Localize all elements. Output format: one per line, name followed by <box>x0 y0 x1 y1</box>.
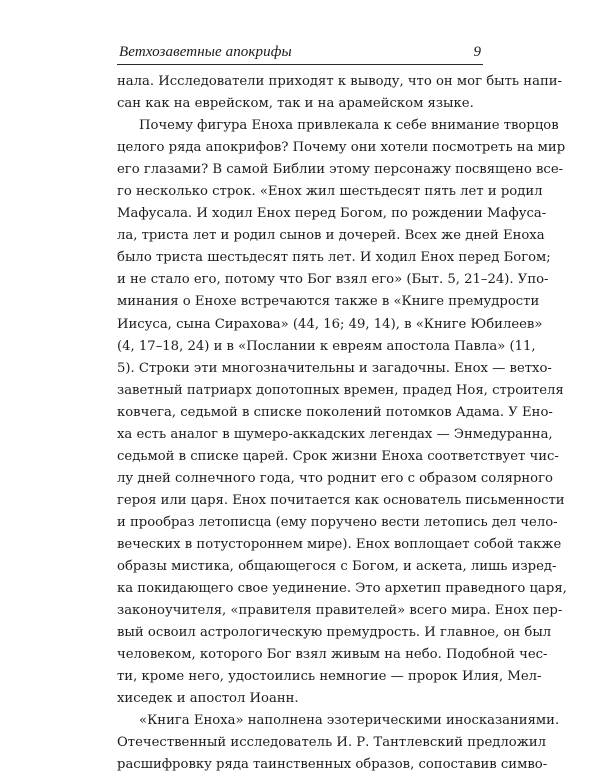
text-line: его глазами? В самой Библии этому персонажу посвящено все- <box>117 162 564 178</box>
text-line: (4, 17–18, 24) и в «Послании к евреям апостола Павла» (11, <box>117 338 536 354</box>
running-header <box>117 42 483 65</box>
text-line: ка покидающего свое уединение. Это архетип праведного царя, <box>117 581 567 597</box>
text-line: хиседек и апостол Иоанн. <box>117 691 299 707</box>
body-text <box>117 71 567 777</box>
text-line: ха есть аналог в шумеро-аккадских легендах — Энмедуранна, <box>117 426 553 442</box>
text-line: заветный патриарх допотопных времен, прадед Ноя, строителя <box>117 382 564 398</box>
paragraph-first-line: Почему фигура Еноха привлекала к себе внимание творцов <box>139 118 559 134</box>
text-line: было триста шестьдесят пять лет. И ходил Енох перед Богом; <box>117 250 551 266</box>
text-line: веческих в потустороннем мире). Енох воплощает собой также <box>117 536 562 552</box>
text-line: нала. Исследователи приходят к выводу, что он мог быть напи- <box>117 74 562 89</box>
text-line: и прообраз летописца (ему поручено вести летопись дел чело- <box>117 514 558 530</box>
text-line: расшифровку ряда таинственных образов, сопоставив симво- <box>117 757 548 773</box>
text-line: лу дней солнечного года, что роднит его с образом солярного <box>117 470 553 486</box>
text-line: вый освоил астрологическую премудрость. И главное, он был <box>117 625 552 641</box>
text-line: минания о Енохе встречаются также в «Книге премудрости <box>117 294 540 310</box>
text-line: образы мистика, общающегося с Богом, и аскета, лишь изред- <box>117 559 557 575</box>
text-line: и не стало его, потому что Бог взял его» (Быт. 5, 21–24). Упо- <box>117 272 549 288</box>
text-line: героя или царя. Енох почитается как основатель письменности <box>117 492 565 508</box>
text-line: сан как на еврейском, так и на арамейском языке. <box>117 96 474 112</box>
text-line: Отечественный исследователь И. Р. Тантлевский предложил <box>117 735 546 751</box>
text-line: целого ряда апокрифов? Почему они хотели посмотреть на мир <box>117 140 566 156</box>
text-line: Мафусала. И ходил Енох перед Богом, по рождении Мафуса- <box>117 206 547 222</box>
text-line: 5). Строки эти многозначительны и загадочны. Енох — ветхо- <box>117 360 552 376</box>
paragraph-first-line: «Книга Еноха» наполнена эзотерическими иносказаниями. <box>139 713 560 729</box>
text-line: ковчега, седьмой в списке поколений потомков Адама. У Ено- <box>117 404 553 420</box>
text-line: Иисуса, сына Сирахова» (44, 16; 49, 14), в «Книге Юбилеев» <box>117 316 543 332</box>
text-line: человеком, которого Бог взял живым на небо. Подобной чес- <box>117 647 548 663</box>
running-title: Ветхозаветные апокрифы <box>119 44 292 60</box>
page-number: 9 <box>473 44 481 60</box>
text-line: го несколько строк. «Енох жил шестьдесят пять лет и родил <box>117 184 543 200</box>
text-line: ла, триста лет и родил сынов и дочерей. Всех же дней Еноха <box>117 228 545 244</box>
text-line: ти, кроме него, удостоились немногие — пророк Илия, Мел- <box>117 669 542 685</box>
text-line: седьмой в списке царей. Срок жизни Еноха соответствует чис- <box>117 448 559 464</box>
text-line: законоучителя, «правителя правителей» всего мира. Енох пер- <box>117 603 563 619</box>
